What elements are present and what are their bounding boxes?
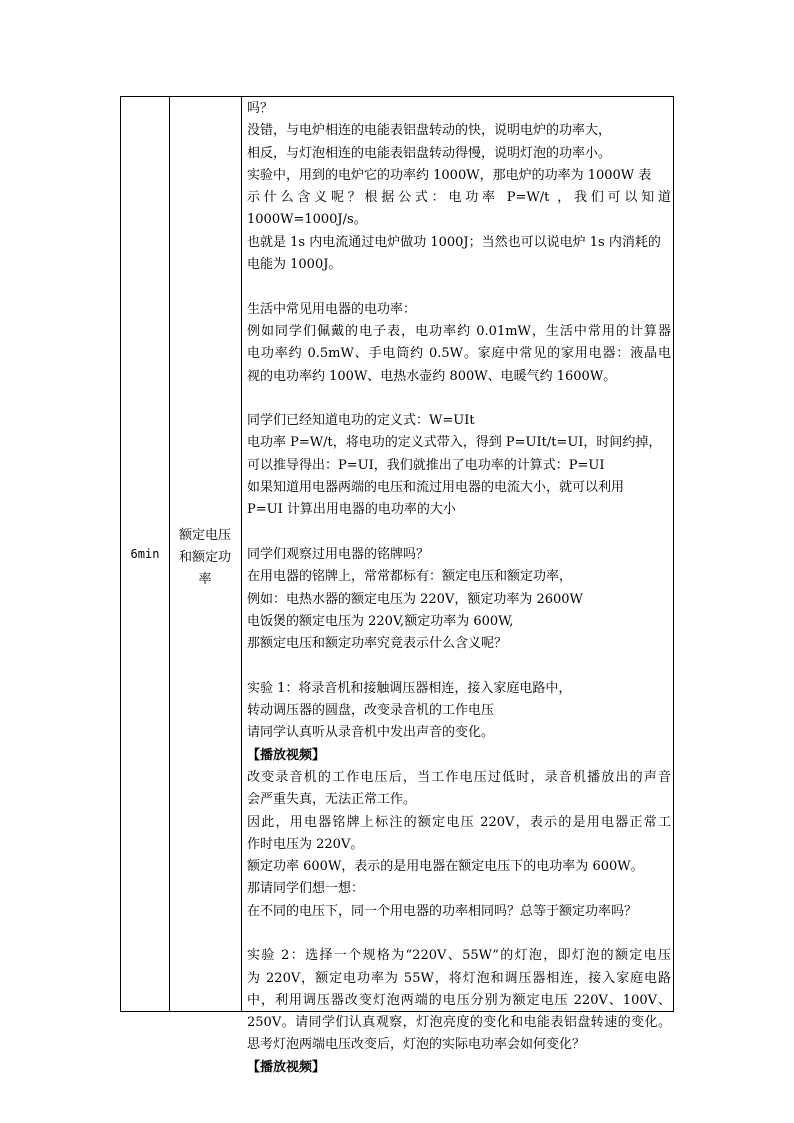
content-line: 电功率 P=W/t，将电功的定义式带入，得到 P=UIt/t=UI，时间约掉， bbox=[247, 435, 662, 451]
content-line: 改变录音机的工作电压后，当工作电压过低时，录音机播放出的声音 bbox=[247, 769, 671, 785]
content-line: 作时电压为 220V。 bbox=[247, 836, 364, 852]
content-line: 实验中，用到的电炉它的功率约 1000W，那电炉的功率为 1000W 表 bbox=[247, 167, 652, 183]
topic-cell bbox=[169, 97, 241, 1011]
blank-line bbox=[247, 923, 671, 945]
content-line: 额定功率 600W，表示的是用电器在额定电压下的电功率为 600W。 bbox=[247, 859, 644, 875]
content-line: 为 220V，额定电功率为 55W，将灯泡和调压器相连，接入家庭电路 bbox=[247, 970, 671, 986]
content-line: 实验 2：选择一个规格为“220V、55W”的灯泡，即灯泡的额定电压 bbox=[247, 948, 671, 964]
content-line: 电功率约 0.5mW、手电筒约 0.5W。家庭中常见的家用电器：液晶电 bbox=[247, 346, 671, 362]
content-line: 实验 1：将录音机和接触调压器相连，接入家庭电路中， bbox=[247, 680, 572, 696]
content-line: 没错，与电炉相连的电能表铝盘转动的快，说明电炉的功率大， bbox=[247, 123, 612, 139]
blank-line bbox=[247, 655, 671, 677]
content-line: 那额定电压和额定功率究竟表示什么含义呢？ bbox=[247, 636, 508, 652]
content-line: 【播放视频】 bbox=[247, 1059, 326, 1075]
content-line: 转动调压器的圆盘，改变录音机的工作电压 bbox=[247, 703, 495, 719]
content-line: 生活中常见用电器的电功率： bbox=[247, 301, 417, 317]
content-line: 在不同的电压下，同一个用电器的功率相同吗？总等于额定功率吗？ bbox=[247, 903, 638, 919]
blank-line bbox=[247, 522, 671, 544]
content-line: 也就是 1s 内电流通过电炉做功 1000J；当然也可以说电炉 1s 内消耗的 bbox=[247, 234, 661, 250]
content-line: 因此，用电器铭牌上标注的额定电压 220V，表示的是用电器正常工 bbox=[247, 814, 671, 830]
content-line: 相反，与灯泡相连的电能表铝盘转动得慢，说明灯泡的功率小。 bbox=[247, 145, 612, 161]
content-line: 会严重失真，无法正常工作。 bbox=[247, 792, 417, 808]
content-line: 如果知道用电器两端的电压和流过用电器的电流大小，就可以利用 bbox=[247, 480, 625, 496]
content-line: 例如同学们佩戴的电子表，电功率约 0.01mW，生活中常用的计算器 bbox=[247, 323, 671, 339]
blank-line bbox=[247, 388, 671, 410]
content-line: 中，利用调压器改变灯泡两端的电压分别为额定电压 220V、100V、 bbox=[247, 992, 671, 1008]
content-line: 例如：电热水器的额定电压为 220V，额定功率为 2600W bbox=[247, 591, 583, 607]
content-line: 思考灯泡两端电压改变后，灯泡的实际电功率会如何变化？ bbox=[247, 1037, 586, 1053]
content-line: 【播放视频】 bbox=[247, 747, 326, 763]
content-line: 视的电功率约 100W、电热水壶约 800W、电暖气约 1600W。 bbox=[247, 368, 617, 384]
content-line: 请同学认真听从录音机中发出声音的变化。 bbox=[247, 725, 495, 741]
column-divider bbox=[241, 97, 242, 1011]
content-line: 电饭煲的额定电压为 220V,额定功率为 600W, bbox=[247, 613, 514, 629]
time-cell bbox=[121, 97, 169, 1011]
blank-line bbox=[247, 276, 671, 298]
lesson-table bbox=[120, 96, 674, 1075]
content-line: 那请同学们想一想： bbox=[247, 881, 365, 897]
content-line: 示什么含义呢？根据公式：电功率 P=W/t ，我们可以知道 bbox=[247, 190, 671, 206]
content-line: 1000W=1000J/s。 bbox=[247, 212, 367, 228]
lesson-content bbox=[247, 98, 671, 1079]
content-line: 可以推导得出：P=UI，我们就推出了电功率的计算式：P=UI bbox=[247, 457, 605, 473]
content-line: 同学们观察过用电器的铭牌吗？ bbox=[247, 546, 430, 562]
time-label: 6min bbox=[130, 547, 160, 561]
content-line: 250V。请同学们认真观察，灯泡亮度的变化和电能表铝盘转速的变化。 bbox=[247, 1015, 671, 1031]
content-line: 在用电器的铭牌上，常常都标有：额定电压和额定功率， bbox=[247, 569, 573, 585]
topic-label: 额定电压和额定功率 bbox=[178, 528, 231, 587]
content-line: 同学们已经知道电功的定义式：W=UIt bbox=[247, 413, 475, 429]
content-line: 电能为 1000J。 bbox=[247, 257, 342, 273]
content-line: P=UI 计算出用电器的电功率的大小 bbox=[247, 502, 456, 518]
content-line: 吗？ bbox=[247, 101, 274, 116]
